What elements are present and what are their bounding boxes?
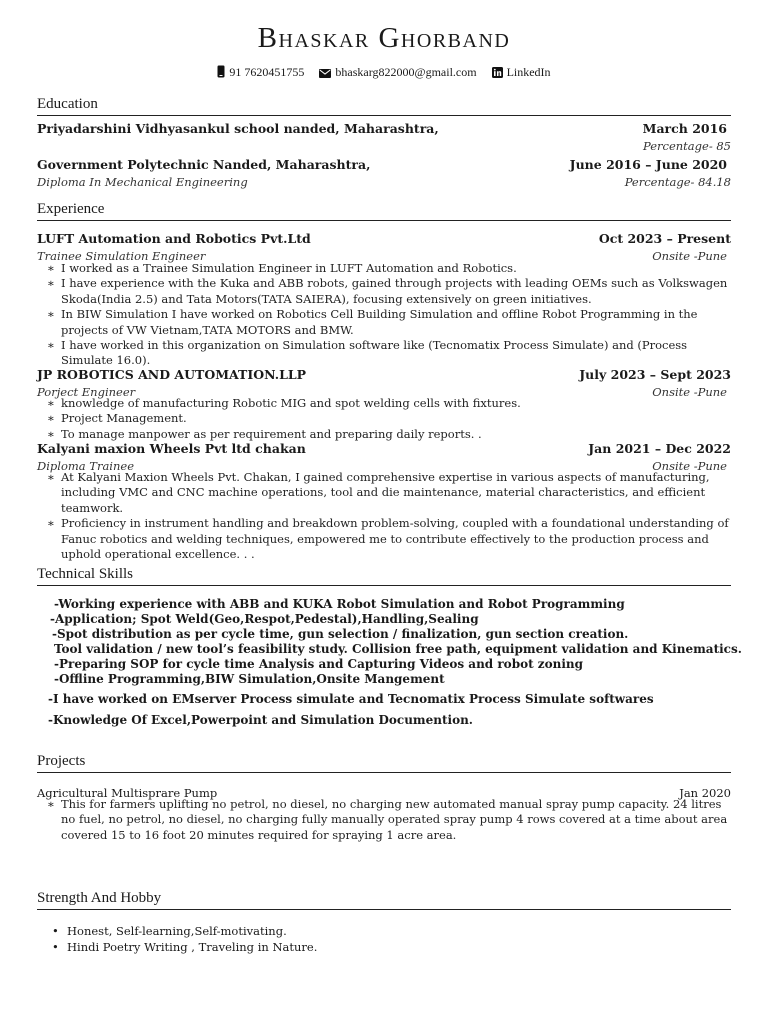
- skill-line: -I have worked on EMserver Process simulate and Tecnomatix Process Simulate softwares: [48, 692, 654, 706]
- job-date: Jan 2021 – Dec 2022: [588, 441, 731, 456]
- email-contact[interactable]: [319, 65, 476, 80]
- job-bullets: [37, 470, 731, 562]
- skill-line: -Spot distribution as per cycle time, gun selection / finalization, gun section creation.: [52, 627, 629, 641]
- project-name: Agricultural Multisprare Pump: [37, 786, 218, 800]
- list-item: ∗ I have experience with the Kuka and ABB robots, gained through projects with leading OEMs such as Volkswagen Skoda(India 2.5) and Tata Motors(TATA SAIERA), focusing extensively on green initiatives.: [47, 276, 728, 306]
- projects-heading: Projects: [37, 753, 731, 773]
- list-item: ∗ Proficiency in instrument handling and breakdown problem-solving, coupled with a foundational understanding of Fanuc robotics and welding techniques, empowered me to contribute effectively to the production process and uphold operational excellence. . .: [47, 516, 729, 562]
- education-score: Percentage- 85: [643, 139, 731, 153]
- skill-line: -Offline Programming,BIW Simulation,Onsite Mangement: [54, 672, 445, 686]
- project-bullets: [37, 797, 731, 843]
- list-item: • Honest, Self-learning,Self-motivating.: [52, 924, 287, 938]
- list-item: • Hindi Poetry Writing , Traveling in Nature.: [52, 939, 318, 954]
- candidate-name: Bhaskar Ghorband: [257, 22, 511, 54]
- school-name: Priyadarshini Vidhyasankul school nanded, Maharashtra,: [37, 121, 439, 136]
- experience-heading: Experience: [37, 201, 731, 221]
- company-name: Kalyani maxion Wheels Pvt ltd chakan: [37, 441, 306, 456]
- school-name: Government Polytechnic Nanded, Maharashtra,: [37, 157, 371, 172]
- job-bullets: [37, 396, 731, 442]
- envelope-icon: [319, 69, 331, 78]
- linkedin-label: LinkedIn: [506, 64, 551, 79]
- job-role: Trainee Simulation Engineer: [37, 249, 206, 263]
- phone-contact[interactable]: [217, 65, 304, 80]
- job-location: Onsite -Pune: [652, 385, 727, 399]
- contact-bar: [0, 64, 768, 80]
- education-score: Percentage- 84.18: [624, 175, 731, 189]
- job-bullets: [37, 261, 731, 369]
- company-name: LUFT Automation and Robotics Pvt.Ltd: [37, 231, 311, 246]
- skills-heading: Technical Skills: [37, 566, 731, 586]
- skill-line: -Working experience with ABB and KUKA Robot Simulation and Robot Programming: [54, 597, 625, 611]
- job-date: Oct 2023 – Present: [598, 231, 731, 246]
- email-address: bhaskarg822000@gmail.com: [335, 64, 477, 79]
- linkedin-link[interactable]: [492, 65, 551, 80]
- job-location: Onsite -Pune: [652, 249, 727, 263]
- education-date: June 2016 – June 2020: [569, 157, 727, 172]
- list-item: ∗ In BIW Simulation I have worked on Robotics Cell Building Simulation and offline Robot Programming in the projects of VW Vietnam,TATA MOTORS and BMW.: [47, 307, 698, 337]
- job-location: Onsite -Pune: [652, 459, 727, 473]
- linkedin-icon: [492, 67, 503, 78]
- skill-line: -Application; Spot Weld(Geo,Respot,Pedestal),Handling,Sealing: [50, 612, 479, 626]
- skill-line: Tool validation / new tool’s feasibility study. Collision free path, equipment validation and Kinematics.: [54, 642, 742, 656]
- job-role: Diploma Trainee: [37, 459, 134, 473]
- phone-number: 91 7620451755: [229, 64, 305, 79]
- phone-icon: [217, 65, 225, 78]
- list-item: ∗ I worked as a Trainee Simulation Engineer in LUFT Automation and Robotics.: [47, 261, 517, 275]
- list-item: ∗ At Kalyani Maxion Wheels Pvt. Chakan, I gained comprehensive expertise in various aspects of manufacturing, including VMC and CNC machine operations, tool and die maintenance, material characteristics, and efficient teamwork.: [47, 470, 710, 515]
- list-item: ∗ This for farmers uplifting no petrol, no diesel, no charging new automated manual spray pump capacity. 24 litres no fuel, no petrol, no diesel, no charging fully manually operated spray pump 4 rows covered at a time about area covered 15 to 16 foot 20 minutes required for spraying 1 acre area.: [47, 797, 728, 842]
- list-item: ∗ Project Management.: [47, 411, 187, 426]
- job-role: Porject Engineer: [37, 385, 136, 399]
- education-heading: Education: [37, 96, 731, 116]
- company-name: JP ROBOTICS AND AUTOMATION.LLP: [37, 367, 307, 382]
- degree-name: Diploma In Mechanical Engineering: [37, 175, 248, 189]
- project-date: Jan 2020: [679, 786, 731, 800]
- strength-list: [37, 924, 317, 955]
- skill-line: -Preparing SOP for cycle time Analysis and Capturing Videos and robot zoning: [54, 657, 584, 671]
- list-item: ∗ knowledge of manufacturing Robotic MIG and spot welding cells with fixtures.: [47, 396, 521, 410]
- list-item: ∗ To manage manpower as per requirement and preparing daily reports. .: [47, 426, 482, 441]
- education-date: March 2016: [642, 121, 727, 136]
- skill-line: -Knowledge Of Excel,Powerpoint and Simulation Documention.: [48, 713, 473, 727]
- list-item: ∗ I have worked in this organization on Simulation software like (Tecnomatix Process Simulate) and (Process Simulate 16.0).: [47, 338, 688, 368]
- strength-heading: Strength And Hobby: [37, 890, 731, 910]
- job-date: July 2023 – Sept 2023: [579, 367, 731, 382]
